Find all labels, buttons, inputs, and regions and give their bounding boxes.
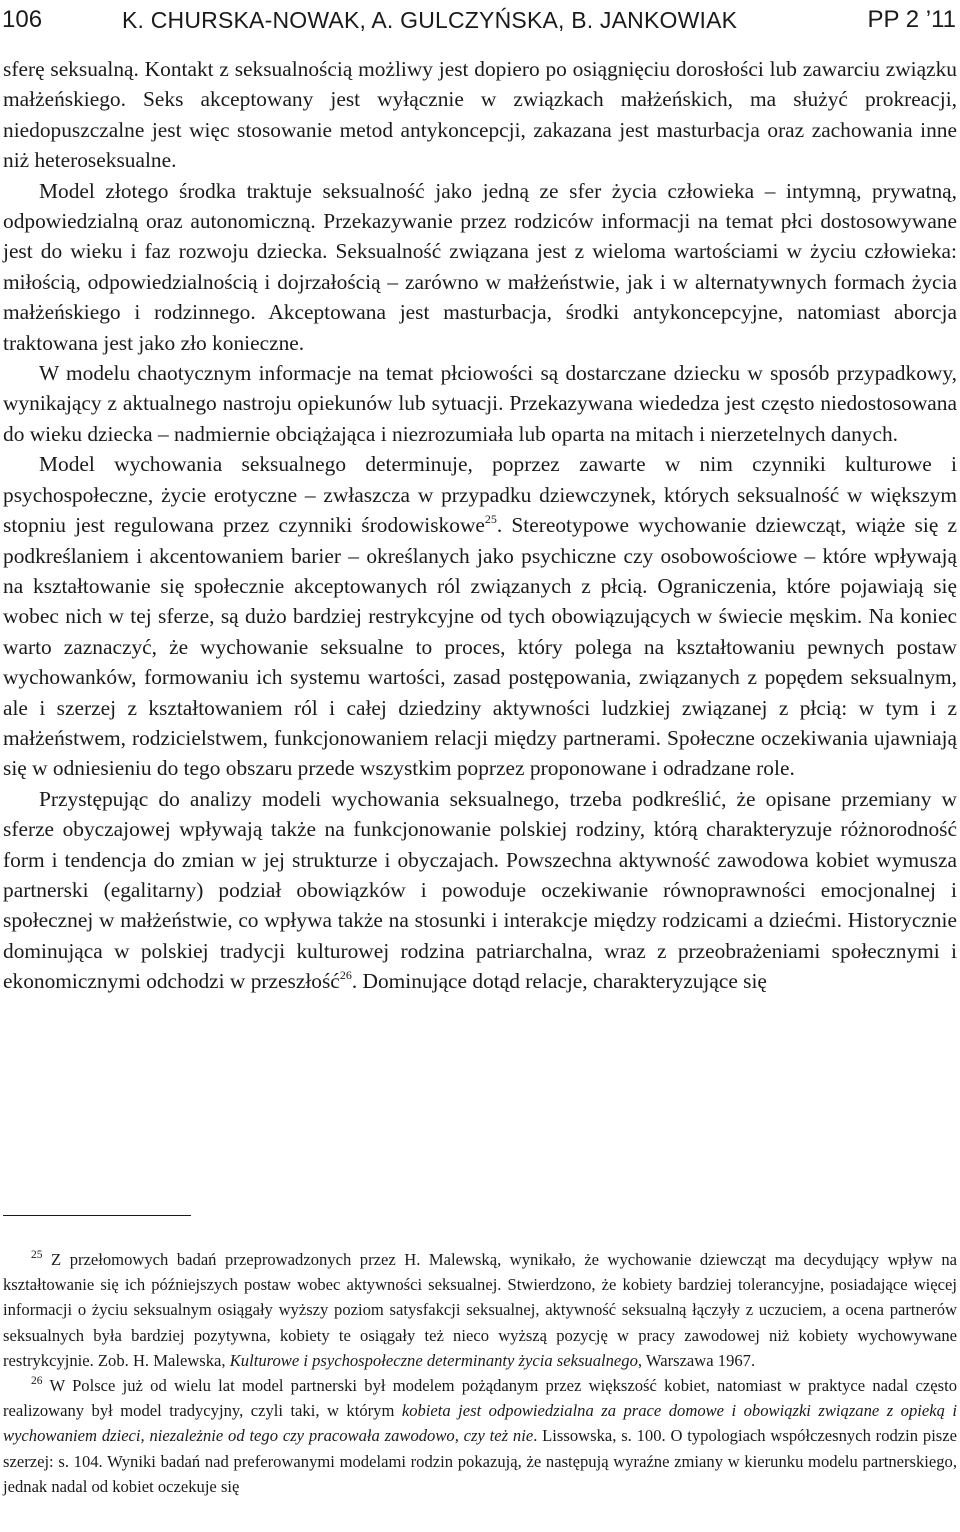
paragraph-5 (3, 784, 957, 997)
paragraph-4 (3, 449, 957, 783)
footnote-26-text: W Polsce już od wielu lat model partnerski był modelem pożądanym przez większość kobiet, natomiast w praktyce nadal często realizowany był model tradycyjny, czyli taki, w którym (3, 1376, 957, 1421)
page-number: 106 (2, 6, 43, 33)
running-header (2, 0, 956, 40)
paragraph-3: W modelu chaotycznym informacje na temat płciowości są dostarczane dziecku w sposób przypadkowy, wynikający z aktualnego nastroju opiekunów lub sytuacji. Przekazywana wiededza jest często niedostosowana do wieku dziecka – nadmiernie obciążająca i niezrozumiała lub oparta na mitach i nierzetelnych danych. (3, 361, 957, 446)
footnotes (3, 1247, 957, 1499)
footnote-26-tail: . Lissowska, s. 100. O typologiach współczesnych rodzin pisze szerzej: s. 104. Wyniki badań nad preferowanymi modelami rodzin pokazują, że następują wyraźne zmiany w kierunku modelu partnerskiego, jednak nadal od kobiet oczekuje się (3, 1426, 957, 1496)
footnote-ref-25[interactable]: 25 (484, 512, 497, 527)
paragraph-5-part-2: . Dominujące dotąd relacje, charakteryzujące się (351, 969, 767, 994)
footnote-divider (3, 1215, 191, 1216)
paragraph-1: sferę seksualną. Kontakt z seksualnością możliwy jest dopiero po osiągnięciu dorosłości lub zawarciu związku małżeńskiego. Seks akceptowany jest wyłącznie w związkach małżeńskich, ma służyć prokreacji, niedopuszczalne jest więc stosowanie metod antykoncepcji, zakazana jest masturbacja oraz zachowania inne niż heteroseksualne. (3, 57, 957, 173)
running-header-authors: K. CHURSKA-NOWAK, A. GULCZYŃSKA, B. JANKOWIAK (122, 6, 738, 33)
paragraph-5-part-1: Przystępując do analizy modeli wychowania seksualnego, trzeba podkreślić, że opisane przemiany w sferze obyczajowej wpływają także na funkcjonowanie polskiej rodziny, którą charakteryzuje różnorodność form i tendencja do zmian w jej strukturze i obyczajach. Powszechna aktywność zawodowa kobiet wymusza partnerski (egalitarny) podział obowiązków i powoduje oczekiwanie równoprawności emocjonalnej i społecznej w małżeństwie, co wpływa także na stosunki i interakcje między rodzicami a dziećmi. Historycznie dominująca w polskiej tradycji kulturowej rodzina patriarchalna, wraz z przeobrażeniami społecznymi i ekonomicznymi odchodzi w przeszłość (3, 786, 957, 994)
footnote-25-tail: , Warszawa 1967. (637, 1350, 756, 1370)
paragraph-4-part-1: Model wychowania seksualnego determinuje, poprzez zawarte w nim czynniki kulturowe i psychospołeczne, życie erotyczne – zwłaszcza w przypadku dziewczynek, których seksualność w większym stopniu jest regulowana przez czynniki środowiskowe (3, 452, 957, 538)
footnote-26-number: 26 (31, 1375, 43, 1388)
footnote-26-quote: kobieta jest odpowiedzialna za prace domowe i obowiązki związane z opieką i wychowaniem dzieci, niezależnie od tego czy pracowała zawodowo, czy też nie (3, 1401, 957, 1446)
footnote-26 (3, 1373, 957, 1499)
main-text (3, 54, 957, 997)
footnote-ref-26[interactable]: 26 (339, 968, 352, 983)
footnote-25 (3, 1247, 957, 1373)
paragraph-4-part-2: . Stereotypowe wychowanie dziewcząt, wiąże się z podkreślaniem i akcentowaniem barier – określanych jako psychiczne czy osobowościowe – które wpływają na kształtowanie się społecznie akceptowanych ról związanych z płcią. Ograniczenia, które pojawiają się wobec nich w tej sferze, są dużo bardziej restrykcyjne od tych obowiązujących w świecie męskim. Na koniec warto zaznaczyć, że wychowanie seksualne to proces, który polega na kształtowaniu pewnych postaw wychowanków, formowaniu ich systemu wartości, zasad postępowania, związanych z popędem seksualnym, ale i szerzej z kształtowaniem ról i całej dziedziny aktywności ludzkiej związanej z płcią: w tym i z małżeństwem, rodzicielstwem, funkcjonowaniem relacji między partnerami. Społeczne oczekiwania ujawniają się w odniesieniu do tego obszaru przede wszystkim poprzez proponowane i odradzane role. (3, 513, 957, 781)
footnote-25-text: Z przełomowych badań przeprowadzonych przez H. Malewską, wynikało, że wychowanie dziewcząt ma decydujący wpływ na kształtowanie się ich późniejszych postaw wobec aktywności seksualnej. Stwierdzono, że kobiety bardziej tolerancyjne, posiadające więcej informacji o życiu seksualnym osiągały wyższy poziom satysfakcji seksualnej, aktywność seksualną łączyły z uczuciem, a ocena partnerów seksualnych była bardziej pozytywna, kobiety te osiągały też nieco wyższą pozycję w pracy zawodowej niż kobiety wychowywane restrykcyjnie. Zob. H. Malewska, (3, 1250, 957, 1370)
footnote-25-book-title: Kulturowe i psychospołeczne determinanty życia seksualnego (229, 1350, 638, 1370)
journal-issue: PP 2 ’11 (867, 6, 956, 33)
footnote-25-number: 25 (31, 1249, 43, 1261)
paragraph-2: Model złotego środka traktuje seksualność jako jedną ze sfer życia człowieka – intymną, prywatną, odpowiedzialną oraz autonomiczną. Przekazywanie przez rodziców informacji na temat płci dostosowywane jest do wieku i faz rozwoju dziecka. Seksualność związana jest z wieloma wartościami w życiu człowieka: miłością, odpowiedzialnością i dojrzałością – zarówno w małżeństwie, jak i w alternatywnych formach życia małżeńskiego i rodzinnego. Akceptowana jest masturbacja, środki antykoncepcyjne, natomiast aborcja traktowana jest jako zło konieczne. (3, 178, 957, 355)
